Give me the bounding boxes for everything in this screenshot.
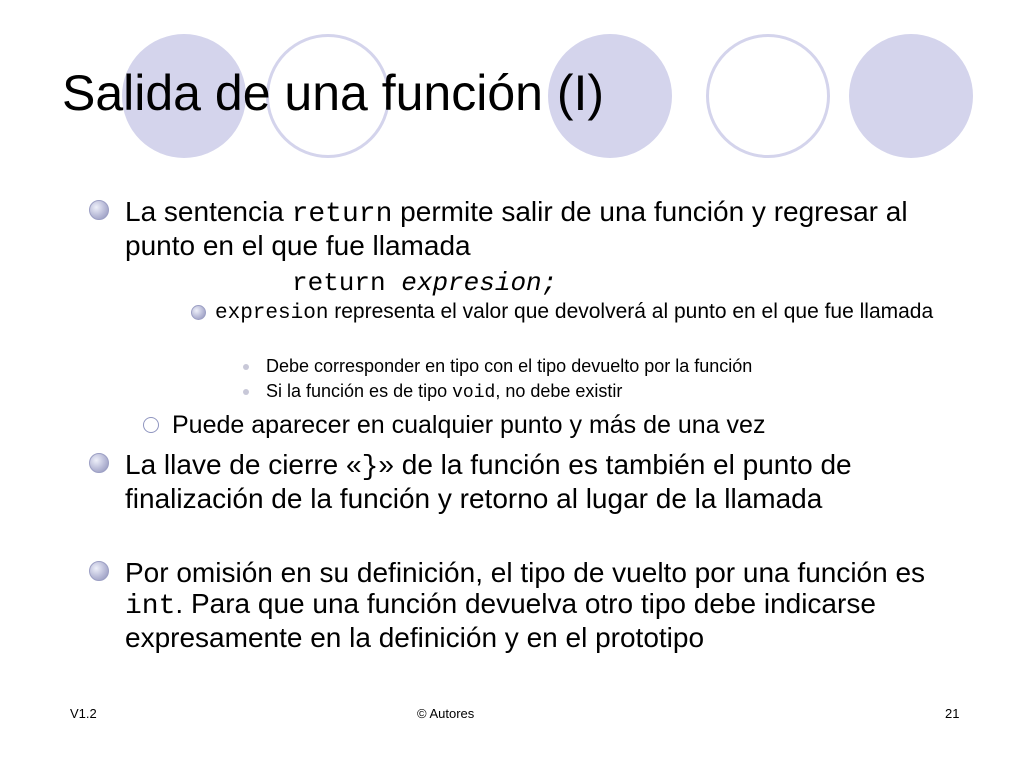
sub-bullet-icon <box>191 305 206 320</box>
dot-bullet-icon <box>243 364 249 370</box>
code-return: return <box>291 199 393 230</box>
dot-bullet-icon <box>243 389 249 395</box>
footer-page-number: 21 <box>945 706 960 721</box>
bullet-default-int: Por omisión en su definición, el tipo de vuelto por una función es int. Para que una función devuelva otro tipo debe indicarse expresamente en la definición y en el prototipo <box>125 557 926 653</box>
slide-title: Salida de una función (I) <box>62 65 605 121</box>
sub-bullet-expresion: expresion representa el valor que devolverá al punto en el que fue llamada <box>215 300 934 325</box>
subsub-bullet-type-match: Debe corresponder en tipo con el tipo devuelto por la función <box>266 356 753 376</box>
code-syntax-line: return expresion; <box>292 268 558 298</box>
footer-version: V1.2 <box>70 706 97 721</box>
code-int: int <box>125 591 176 622</box>
code-expresion: expresion <box>215 302 329 325</box>
bullet-closing-brace: La llave de cierre «}» de la función es también el punto de finalización de la función y retorno al lugar de la llamada <box>125 449 852 514</box>
footer-authors: © Autores <box>417 706 475 721</box>
code-brace: } <box>361 452 379 483</box>
bullet-return-statement: La sentencia return permite salir de una función y regresar al punto en el que fue llamada <box>125 196 908 261</box>
decor-circle-4 <box>706 34 830 158</box>
sub-bullet-anywhere: Puede aparecer en cualquier punto y más de una vez <box>172 411 766 439</box>
code-void: void <box>452 383 496 403</box>
bullet-icon <box>89 200 109 220</box>
bullet-icon <box>89 453 109 473</box>
bullet-icon <box>89 561 109 581</box>
decor-circle-5 <box>849 34 973 158</box>
hollow-bullet-icon <box>143 417 159 433</box>
subsub-bullet-void: Si la función es de tipo void, no debe existir <box>266 381 623 403</box>
